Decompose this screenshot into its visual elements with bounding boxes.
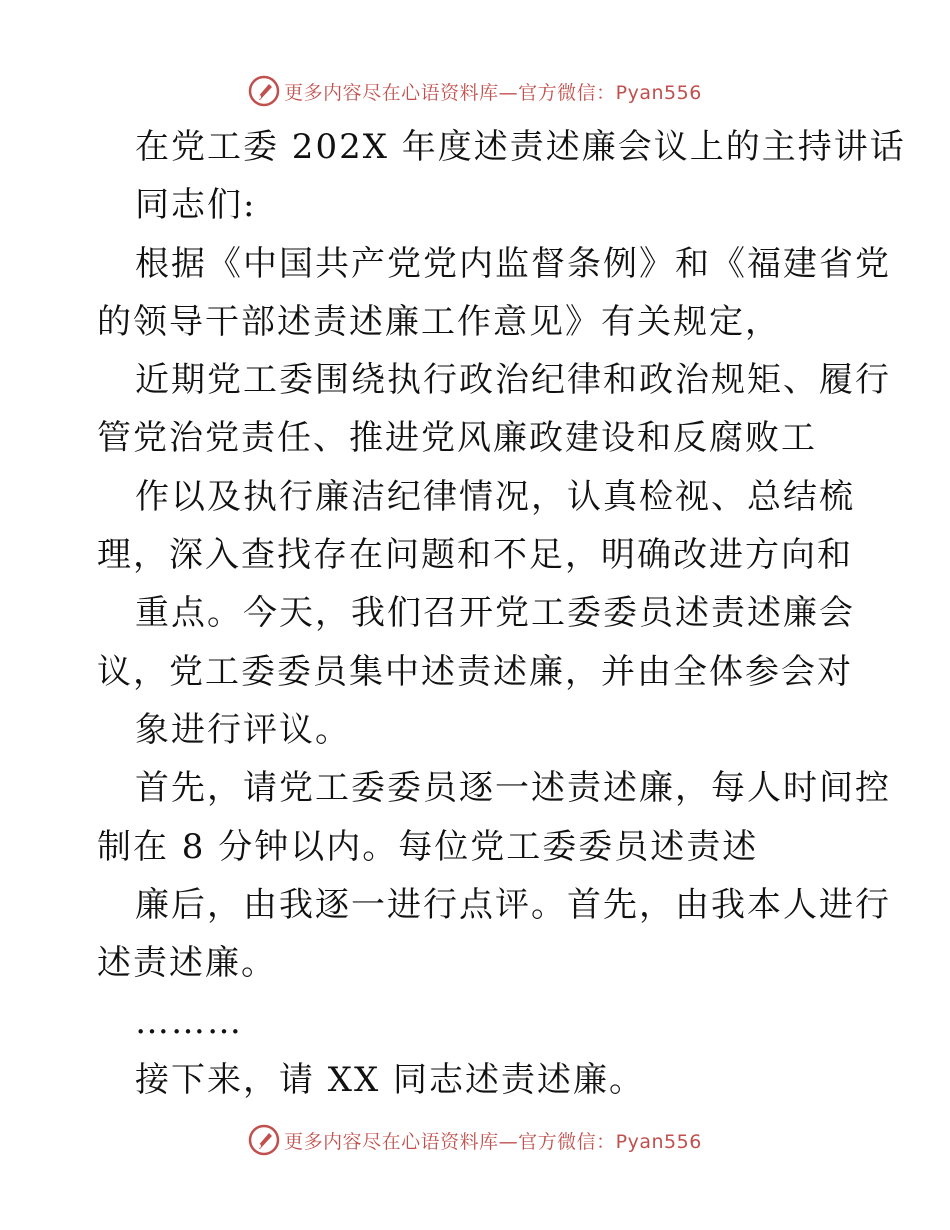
paragraph-line: 象进行评议。 [135,710,351,750]
paragraph-line: 制在 8 分钟以内。每位党工委委员述责述 [97,827,759,867]
salutation: 同志们: [135,185,257,225]
paragraph-line: 近期党工委围绕执行政治纪律和政治规矩、履行 [135,360,891,400]
paragraph-line: 首先，请党工委委员逐一述责述廉，每人时间控 [135,768,891,808]
paragraph-line: 廉后，由我逐一进行点评。首先，由我本人进行 [135,885,891,925]
paragraph-line: 议，党工委委员集中述责述廉，并由全体参会对 [97,652,853,692]
paragraph-line: 管党治党责任、推进党风廉政建设和反腐败工 [97,418,817,458]
paragraph-line: 重点。今天，我们召开党工委委员述责述廉会 [135,593,855,633]
paragraph-line: 理，深入查找存在问题和不足，明确改进方向和 [97,535,853,575]
paragraph-line: 根据《中国共产党党内监督条例》和《福建省党 [135,244,891,284]
watermark-banner-bottom [0,1120,950,1160]
pen-nib-logo-icon [248,75,280,107]
watermark-text: 更多内容尽在心语资料库—官方微信：Pyan556 [284,81,702,104]
watermark-text: 更多内容尽在心语资料库—官方微信：Pyan556 [284,1130,702,1153]
paragraph-line: 接下来，请 XX 同志述责述廉。 [135,1060,646,1100]
document-title: 在党工委 202X 年度述责述廉会议上的主持讲话 [135,127,906,167]
paragraph-line: 作以及执行廉洁纪律情况，认真检视、总结梳 [135,477,855,517]
paragraph-line: 述责述廉。 [97,943,277,983]
pen-nib-logo-icon [248,1124,280,1156]
watermark-banner-top [0,71,950,111]
ellipsis-line: ……… [135,1002,243,1042]
paragraph-line: 的领导干部述责述廉工作意见》有关规定， [97,302,781,342]
